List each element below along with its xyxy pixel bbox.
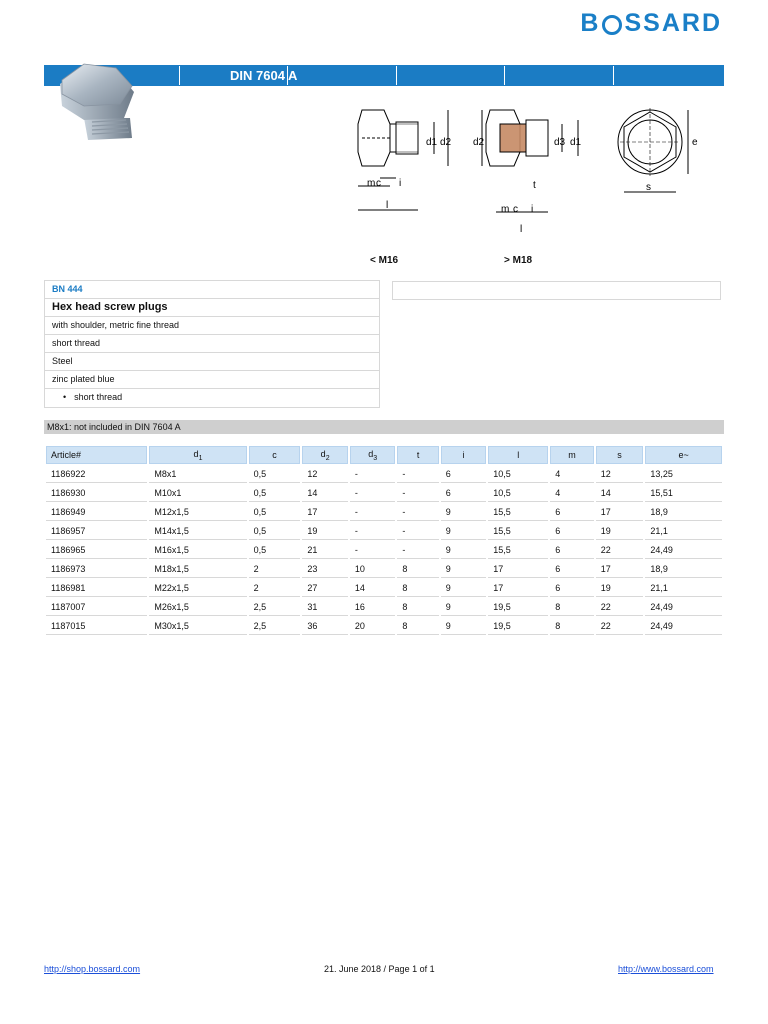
table-cell: 0,5 [249, 504, 301, 521]
logo-rest: SSARD [624, 9, 722, 37]
product-bullet: • short thread [45, 389, 379, 407]
table-cell: 8 [550, 618, 593, 635]
table-cell: - [350, 504, 396, 521]
table-cell: 19 [596, 580, 644, 597]
table-row [46, 485, 722, 502]
table-cell: 6 [441, 466, 487, 483]
table-cell: 27 [302, 580, 348, 597]
table-cell: 1186949 [46, 504, 147, 521]
table-cell: 10,5 [488, 485, 548, 502]
table-cell: 13,25 [645, 466, 722, 483]
table-cell: 4 [550, 485, 593, 502]
table-cell: 16 [350, 599, 396, 616]
table-cell: 24,49 [645, 542, 722, 559]
column-header: m [550, 446, 593, 464]
table-header-row [46, 446, 722, 464]
shop-link[interactable]: http://shop.bossard.com [44, 964, 141, 974]
table-cell: M12x1,5 [149, 504, 246, 521]
table-cell: 1186930 [46, 485, 147, 502]
column-header: i [441, 446, 487, 464]
table-cell: 10,5 [488, 466, 548, 483]
note-bar: M8x1: not included in DIN 7604 A [44, 420, 724, 434]
table-cell: - [350, 485, 396, 502]
table-cell: 6 [550, 523, 593, 540]
table-cell: 1187007 [46, 599, 147, 616]
table-cell: - [350, 523, 396, 540]
article-table [44, 444, 724, 637]
logo-b: B [580, 9, 601, 37]
column-header: $d_2$ [302, 446, 348, 464]
table-row [46, 523, 722, 540]
table-cell: 1186981 [46, 580, 147, 597]
table-cell: 8 [397, 618, 438, 635]
table-cell: 15,5 [488, 504, 548, 521]
table-cell: - [397, 504, 438, 521]
table-cell: 22 [596, 542, 644, 559]
table-cell: 2 [249, 561, 301, 578]
drawing-caption-left: < M16 [370, 255, 399, 266]
product-description: with shoulder, metric fine thread [45, 317, 379, 335]
table-cell: M30x1,5 [149, 618, 246, 635]
table-cell: 36 [302, 618, 348, 635]
column-header: $d_3$ [350, 446, 396, 464]
table-cell: 9 [441, 580, 487, 597]
website-link[interactable]: http://www.bossard.com [618, 964, 714, 974]
table-cell: 19,5 [488, 599, 548, 616]
product-name: Hex head screw plugs [45, 299, 379, 317]
page-title: DIN 7604 A [230, 68, 298, 83]
table-cell: 24,49 [645, 599, 722, 616]
column-header: l [488, 446, 548, 464]
table-row [46, 599, 722, 616]
table-row [46, 504, 722, 521]
table-cell: 19 [302, 523, 348, 540]
table-cell: 8 [397, 580, 438, 597]
header-bar [44, 65, 724, 86]
table-cell: - [397, 485, 438, 502]
table-cell: 9 [441, 599, 487, 616]
table-cell: 1186957 [46, 523, 147, 540]
dim-d1-b: d1 [570, 137, 582, 148]
product-photo [54, 58, 140, 140]
table-cell: - [397, 542, 438, 559]
table-row [46, 580, 722, 597]
table-cell: 4 [550, 466, 593, 483]
table-cell: M16x1,5 [149, 542, 246, 559]
table-cell: 9 [441, 523, 487, 540]
dim-d1: d1 [426, 137, 438, 148]
table-cell: 1186973 [46, 561, 147, 578]
table-cell: 9 [441, 561, 487, 578]
table-cell: - [350, 542, 396, 559]
table-row [46, 466, 722, 483]
table-cell: M18x1,5 [149, 561, 246, 578]
footer-left [44, 964, 140, 974]
table-cell: 19,5 [488, 618, 548, 635]
table-cell: 9 [441, 504, 487, 521]
drawing-caption-right: > M18 [504, 255, 533, 266]
table-cell: 14 [350, 580, 396, 597]
table-cell: 21,1 [645, 580, 722, 597]
column-header: c [249, 446, 301, 464]
table-cell: 8 [550, 599, 593, 616]
table-cell: M26x1,5 [149, 599, 246, 616]
table-cell: 0,5 [249, 485, 301, 502]
table-cell: 24,49 [645, 618, 722, 635]
table-cell: 2 [249, 580, 301, 597]
column-header: $d_1$ [149, 446, 246, 464]
table-cell: 17 [596, 561, 644, 578]
table-cell: M10x1 [149, 485, 246, 502]
table-row [46, 618, 722, 635]
table-cell: 15,51 [645, 485, 722, 502]
bn-number: BN 444 [45, 281, 379, 299]
table-cell: 6 [550, 580, 593, 597]
header-divider [179, 66, 180, 85]
footer-center: 21. June 2018 / Page 1 of 1 [324, 964, 435, 974]
table-cell: 22 [596, 599, 644, 616]
table-cell: 6 [441, 485, 487, 502]
table-cell: 1186965 [46, 542, 147, 559]
header-divider [504, 66, 505, 85]
product-thread: short thread [45, 335, 379, 353]
table-cell: M8x1 [149, 466, 246, 483]
dim-s: s [646, 182, 651, 193]
table-cell: 9 [441, 618, 487, 635]
table-cell: 22 [596, 618, 644, 635]
table-cell: 1186922 [46, 466, 147, 483]
table-cell: 14 [302, 485, 348, 502]
table-row [46, 561, 722, 578]
table-cell: 21,1 [645, 523, 722, 540]
dim-d2: d2 [440, 137, 452, 148]
table-cell: 17 [596, 504, 644, 521]
dim-c-b: c [513, 204, 518, 215]
column-header: s [596, 446, 644, 464]
table-cell: 0,5 [249, 523, 301, 540]
header-divider [613, 66, 614, 85]
table-cell: 14 [596, 485, 644, 502]
dim-d3: d3 [554, 137, 566, 148]
table-cell: - [397, 466, 438, 483]
table-cell: 23 [302, 561, 348, 578]
table-cell: 10 [350, 561, 396, 578]
table-cell: M14x1,5 [149, 523, 246, 540]
table-cell: 9 [441, 542, 487, 559]
table-cell: 6 [550, 504, 593, 521]
table-cell: 2,5 [249, 599, 301, 616]
dim-l-b: l [520, 224, 523, 235]
table-cell: 20 [350, 618, 396, 635]
header-divider [396, 66, 397, 85]
column-header: t [397, 446, 438, 464]
table-cell: 19 [596, 523, 644, 540]
table-cell: 12 [596, 466, 644, 483]
table-cell: 18,9 [645, 504, 722, 521]
table-cell: 8 [397, 561, 438, 578]
dim-l: l [386, 200, 389, 211]
dim-c: c [376, 178, 381, 189]
dim-i: i [399, 178, 402, 189]
table-cell: 15,5 [488, 542, 548, 559]
table-cell: 17 [488, 580, 548, 597]
table-cell: 15,5 [488, 523, 548, 540]
table-cell: 6 [550, 561, 593, 578]
table-cell: - [397, 523, 438, 540]
table-cell: - [350, 466, 396, 483]
dim-e: e [692, 137, 698, 148]
table-cell: 12 [302, 466, 348, 483]
column-header: Article# [46, 446, 147, 464]
logo-ring [602, 15, 622, 35]
bossard-logo [580, 9, 722, 38]
table-cell: 18,9 [645, 561, 722, 578]
table-cell: 31 [302, 599, 348, 616]
table-cell: 8 [397, 599, 438, 616]
table-cell: 2,5 [249, 618, 301, 635]
table-cell: 6 [550, 542, 593, 559]
dim-t: t [533, 180, 536, 191]
technical-drawing [350, 100, 722, 250]
table-body [46, 466, 722, 635]
dim-i-b: i [531, 204, 534, 215]
product-material: Steel [45, 353, 379, 371]
table-cell: 1187015 [46, 618, 147, 635]
table-cell: 21 [302, 542, 348, 559]
empty-info-box [392, 281, 721, 300]
product-info-box [44, 280, 380, 408]
footer-right [618, 964, 714, 974]
table-cell: 17 [488, 561, 548, 578]
table-row [46, 542, 722, 559]
dim-m-b: m [501, 204, 510, 215]
table-cell: 0,5 [249, 542, 301, 559]
table-cell: 0,5 [249, 466, 301, 483]
dim-m: m [367, 178, 376, 189]
dim-d2-b: d2 [473, 137, 485, 148]
table-cell: M22x1,5 [149, 580, 246, 597]
table-cell: 17 [302, 504, 348, 521]
product-finish: zinc plated blue [45, 371, 379, 389]
column-header: e~ [645, 446, 722, 464]
